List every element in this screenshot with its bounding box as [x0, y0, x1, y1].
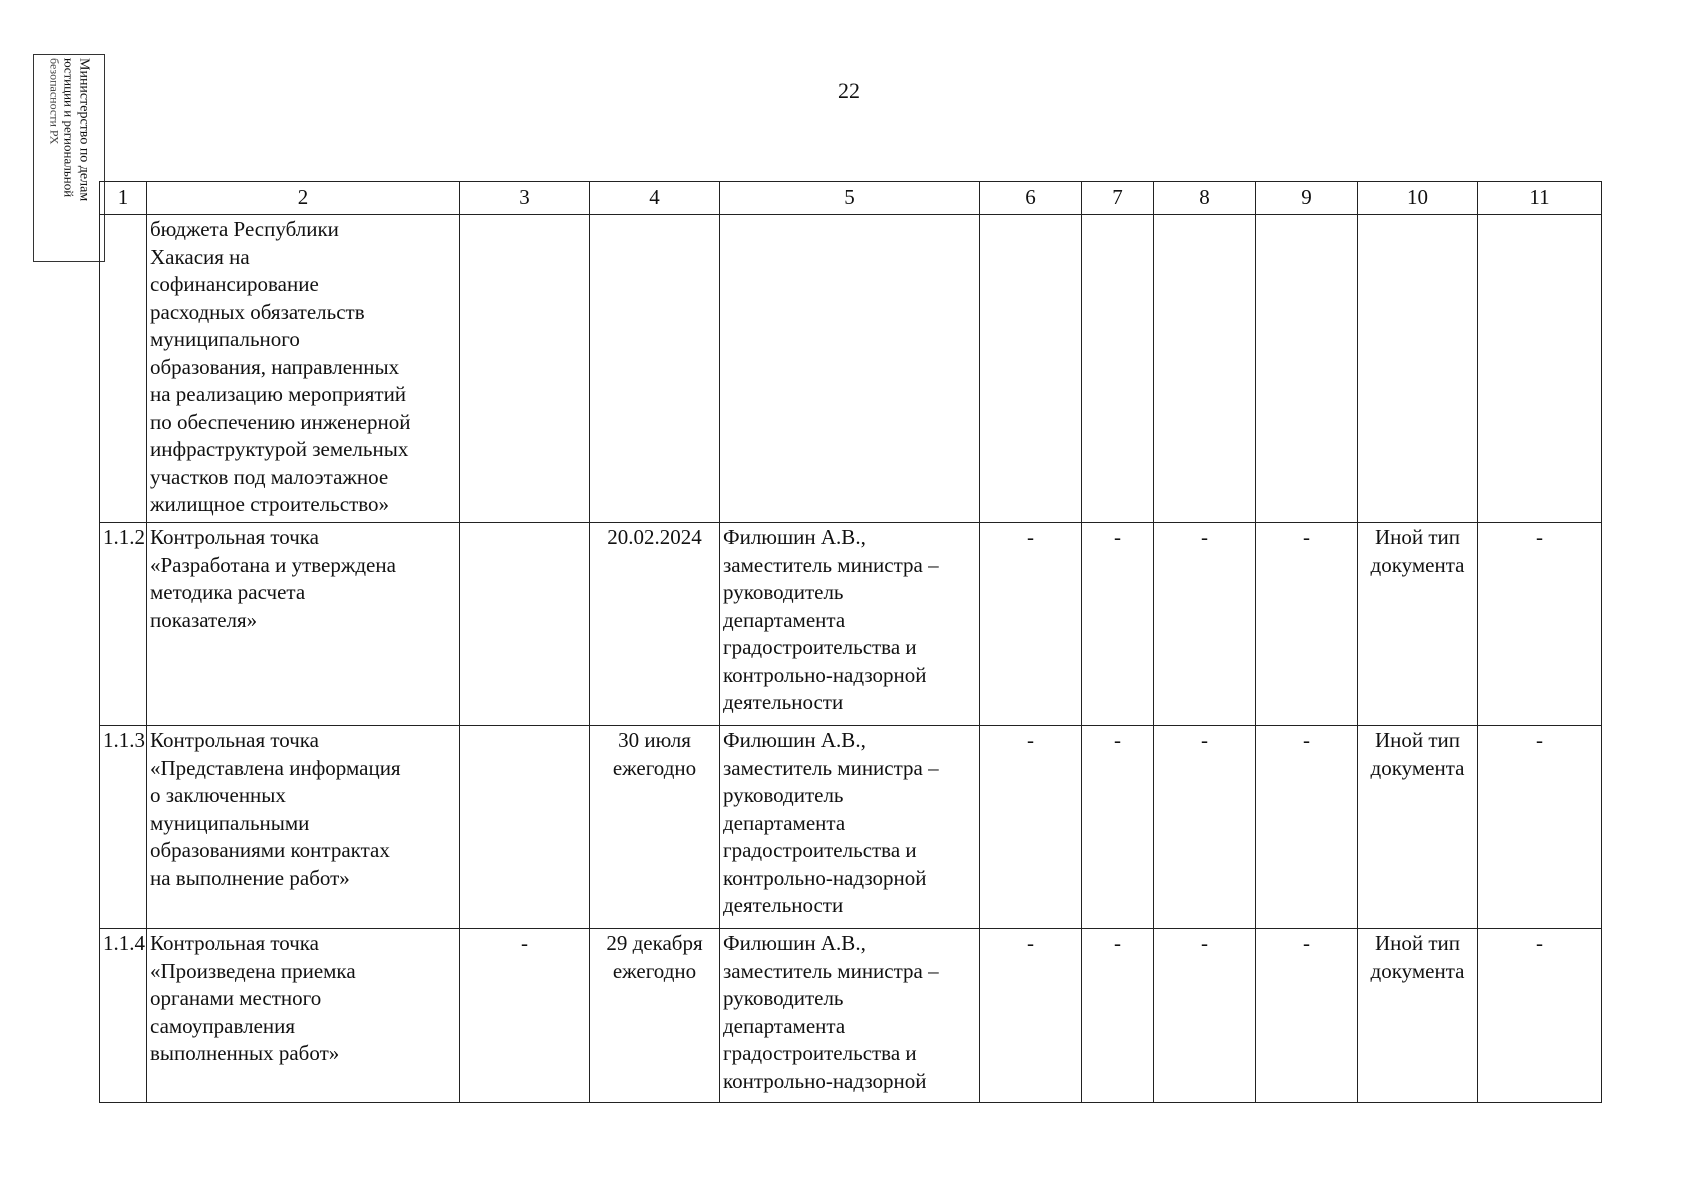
column-header: 4	[590, 182, 720, 215]
page-number: 22	[838, 78, 860, 103]
cell-responsible: Филюшин А.В., заместитель министра – руководитель департамента градостроительства и контрольно-надзорной деятельности	[720, 523, 980, 726]
cell-col7	[1082, 215, 1154, 523]
cell-col8: -	[1154, 523, 1256, 726]
cell-col11	[1478, 215, 1602, 523]
cell-col3	[460, 726, 590, 929]
cell-num: 1.1.4	[100, 929, 147, 1103]
stamp-text	[47, 58, 92, 258]
cell-doc-type: Иной тип документа	[1358, 929, 1478, 1103]
column-header: 1	[100, 182, 147, 215]
table-row	[100, 726, 1602, 929]
cell-name: Контрольная точка «Произведена приемка органами местного самоуправления выполненных работ»	[147, 929, 460, 1103]
cell-col8	[1154, 215, 1256, 523]
cell-col6: -	[980, 929, 1082, 1103]
cell-responsible	[720, 215, 980, 523]
cell-col6	[980, 215, 1082, 523]
cell-num	[100, 215, 147, 523]
column-header: 3	[460, 182, 590, 215]
cell-col8: -	[1154, 726, 1256, 929]
cell-responsible: Филюшин А.В., заместитель министра – руководитель департамента градостроительства и контрольно-надзорной	[720, 929, 980, 1103]
cell-col9: -	[1256, 726, 1358, 929]
cell-name: Контрольная точка «Представлена информация о заключенных муниципальными образованиями контрактах на выполнение работ»	[147, 726, 460, 929]
column-header: 5	[720, 182, 980, 215]
column-header: 6	[980, 182, 1082, 215]
cell-name-continuation: бюджета Республики Хакасия на софинансирование расходных обязательств муниципального образования, направленных на реализацию мероприятий по обеспечению инженерной инфраструктурой земельных участков под малоэтажное жилищное строительство»	[147, 215, 460, 523]
cell-num: 1.1.2	[100, 523, 147, 726]
cell-col11: -	[1478, 523, 1602, 726]
cell-col7: -	[1082, 726, 1154, 929]
table-row-continuation	[100, 215, 1602, 523]
cell-col7: -	[1082, 523, 1154, 726]
cell-col6: -	[980, 726, 1082, 929]
cell-col9: -	[1256, 523, 1358, 726]
column-header: 7	[1082, 182, 1154, 215]
stamp-line-2: юстиции и региональной	[61, 58, 77, 198]
stamp-line-3: безопасности РХ	[47, 58, 62, 145]
registration-stamp	[33, 54, 105, 262]
cell-col6: -	[980, 523, 1082, 726]
plan-table	[99, 181, 1602, 1103]
cell-col3	[460, 523, 590, 726]
cell-col9: -	[1256, 929, 1358, 1103]
cell-col11: -	[1478, 929, 1602, 1103]
table-row	[100, 523, 1602, 726]
cell-col7: -	[1082, 929, 1154, 1103]
cell-date: 29 декабря ежегодно	[590, 929, 720, 1103]
cell-col3: -	[460, 929, 590, 1103]
cell-date: 30 июля ежегодно	[590, 726, 720, 929]
column-header: 9	[1256, 182, 1358, 215]
column-header: 10	[1358, 182, 1478, 215]
cell-doc-type: Иной тип документа	[1358, 523, 1478, 726]
cell-doc-type	[1358, 215, 1478, 523]
column-header: 2	[147, 182, 460, 215]
table-header-row	[100, 182, 1602, 215]
cell-col8: -	[1154, 929, 1256, 1103]
cell-responsible: Филюшин А.В., заместитель министра – руководитель департамента градостроительства и контрольно-надзорной деятельности	[720, 726, 980, 929]
stamp-line-1: Министерство по делам	[76, 58, 92, 202]
column-header: 8	[1154, 182, 1256, 215]
cell-col9	[1256, 215, 1358, 523]
cell-num: 1.1.3	[100, 726, 147, 929]
cell-date: 20.02.2024	[590, 523, 720, 726]
cell-col3	[460, 215, 590, 523]
cell-name: Контрольная точка «Разработана и утверждена методика расчета показателя»	[147, 523, 460, 726]
cell-col11: -	[1478, 726, 1602, 929]
cell-date	[590, 215, 720, 523]
table-row	[100, 929, 1602, 1103]
column-header: 11	[1478, 182, 1602, 215]
cell-doc-type: Иной тип документа	[1358, 726, 1478, 929]
